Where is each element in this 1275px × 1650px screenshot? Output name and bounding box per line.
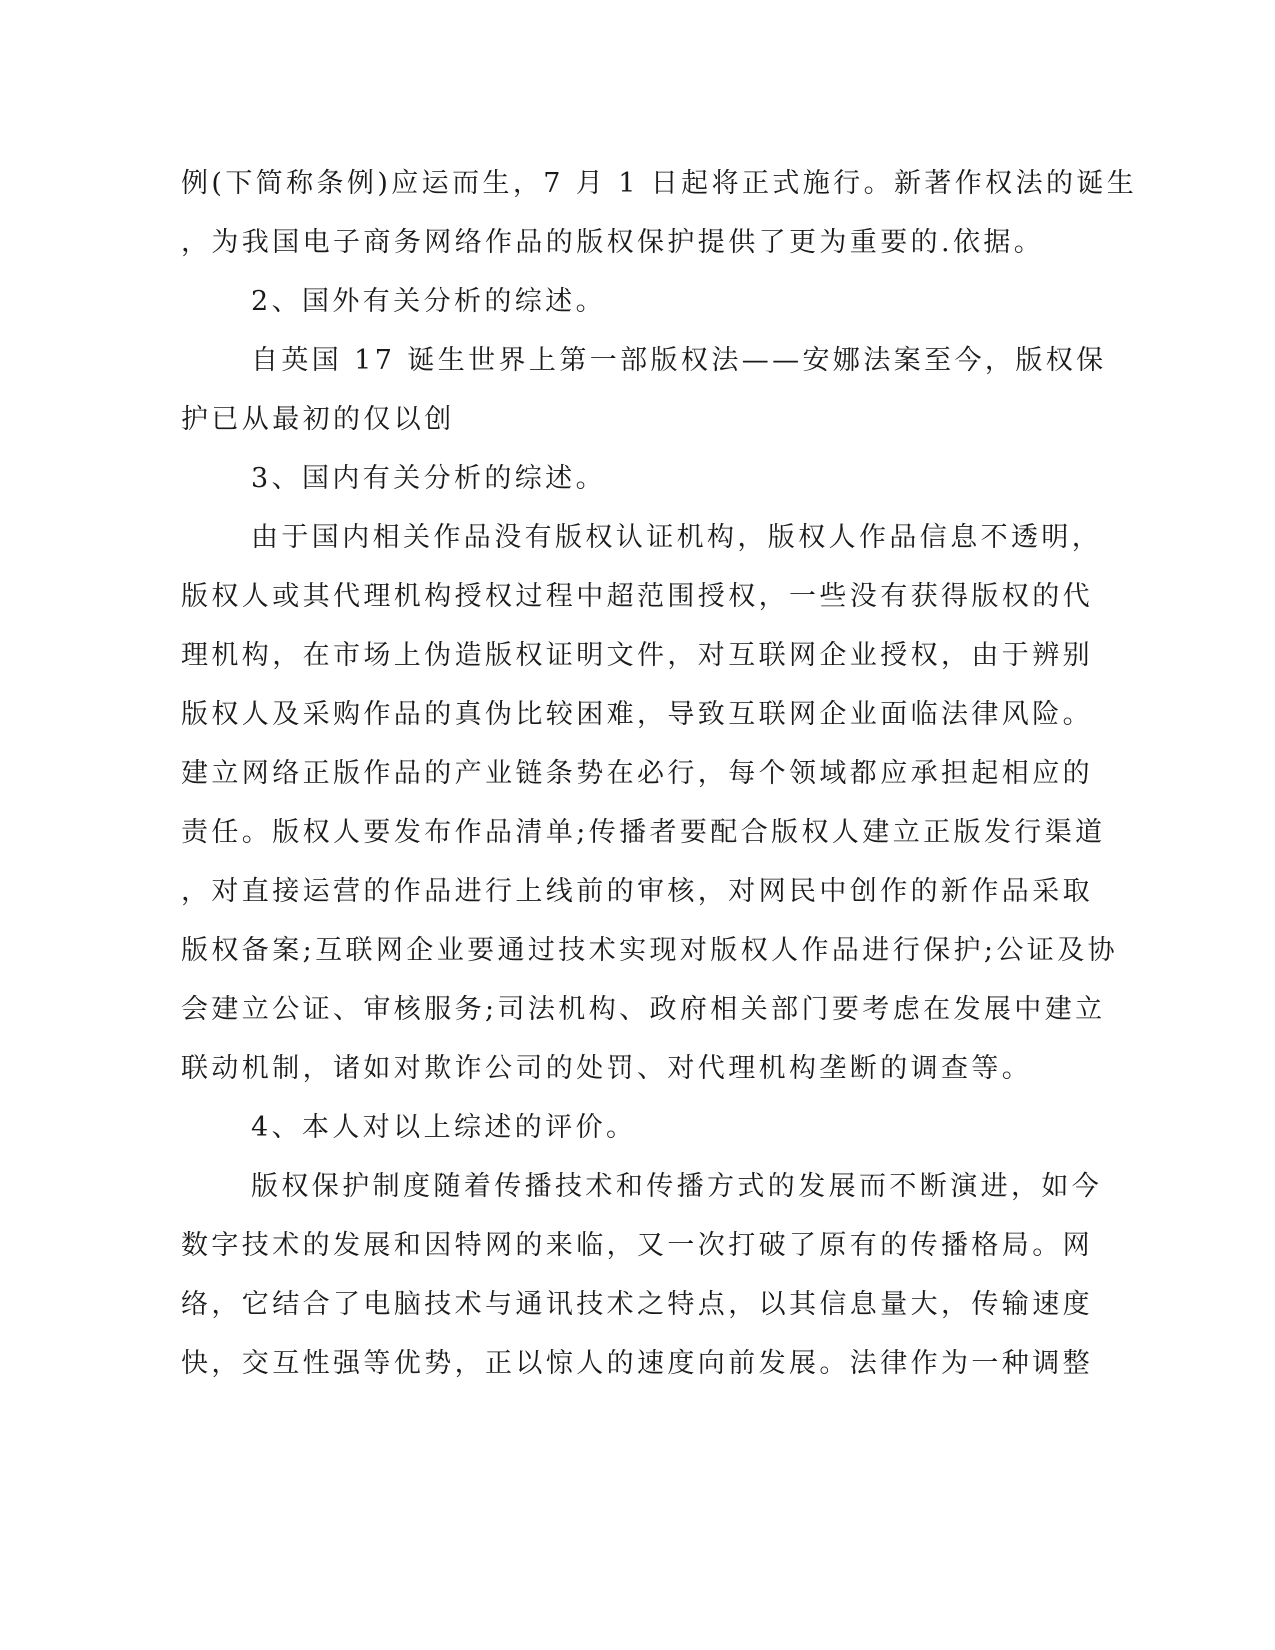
text-line: 会建立公证、审核服务;司法机构、政府相关部门要考虑在发展中建立 [181, 994, 1106, 1025]
text-line: 联动机制，诸如对欺诈公司的处罚、对代理机构垄断的调查等。 [181, 1053, 1033, 1084]
text-line: 建立网络正版作品的产业链条势在必行，每个领域都应承担起相应的 [181, 758, 1093, 789]
text-line: 责任。版权人要发布作品清单;传播者要配合版权人建立正版发行渠道 [181, 817, 1106, 848]
text-line: 数字技术的发展和因特网的来临，又一次打破了原有的传播格局。网 [181, 1230, 1093, 1261]
text-line: 自英国 17 诞生世界上第一部版权法——安娜法案至今，版权保 [251, 345, 1107, 376]
text-line: 护已从最初的仅以创 [181, 404, 455, 435]
text-line: 版权保护制度随着传播技术和传播方式的发展而不断演进，如今 [251, 1171, 1103, 1202]
text-line: 理机构，在市场上伪造版权证明文件，对互联网企业授权，由于辨别 [181, 640, 1093, 671]
text-line: 络，它结合了电脑技术与通讯技术之特点，以其信息量大，传输速度 [181, 1289, 1093, 1320]
document-page [181, 154, 1138, 1393]
text-line: ，对直接运营的作品进行上线前的审核，对网民中创作的新作品采取 [181, 876, 1093, 907]
section-heading: 3、国内有关分析的综述。 [251, 463, 606, 494]
text-line: 快，交互性强等优势，正以惊人的速度向前发展。法律作为一种调整 [181, 1348, 1093, 1379]
text-line: 版权人或其代理机构授权过程中超范围授权，一些没有获得版权的代 [181, 581, 1093, 612]
section-heading: 4、本人对以上综述的评价。 [251, 1112, 637, 1143]
section-heading: 2、国外有关分析的综述。 [251, 286, 606, 317]
text-line: 版权备案;互联网企业要通过技术实现对版权人作品进行保护;公证及协 [181, 935, 1118, 966]
text-line: ，为我国电子商务网络作品的版权保护提供了更为重要的.依据。 [181, 227, 1045, 258]
text-line: 由于国内相关作品没有版权认证机构，版权人作品信息不透明， [251, 522, 1103, 553]
text-line: 版权人及采购作品的真伪比较困难，导致互联网企业面临法律风险。 [181, 699, 1093, 730]
text-line: 例(下简称条例)应运而生，7 月 1 日起将正式施行。新著作权法的诞生 [181, 168, 1138, 199]
